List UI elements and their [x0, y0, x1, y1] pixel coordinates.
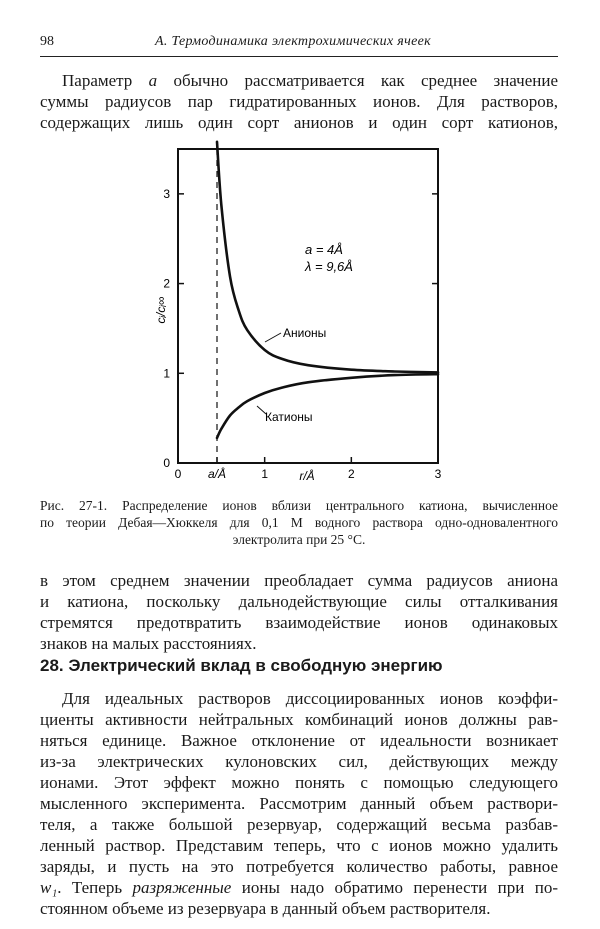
- after-line-4: знаков на малых расстояниях.: [40, 634, 257, 653]
- section-line-8: ленный раствор. Представим теперь, что с ионов можно удалить: [40, 836, 558, 855]
- symbol-a: a: [148, 71, 158, 90]
- section-line-10-part-2: ионы надо обратимо перенести при по-: [231, 878, 558, 897]
- intro-line-1-start: Параметр: [62, 71, 149, 90]
- running-title: А. Термодинамика электрохимических ячеек: [155, 34, 431, 49]
- section-line-10-part-1: . Теперь: [57, 878, 133, 897]
- caption-line-1: Рис. 27-1. Распределение ионов вблизи центрального катиона, вычисленное: [40, 498, 558, 513]
- page-header: [40, 34, 558, 56]
- anions-curve: [217, 142, 438, 373]
- x-tick-label: a/Å: [207, 467, 227, 481]
- section-line-5: ионами. Этот эффект можно понять с помощью следующего: [40, 773, 558, 792]
- emphasis-discharged: разряженные: [132, 878, 232, 897]
- y-tick-label: 3: [163, 186, 170, 201]
- x-tick-label: 1: [261, 467, 269, 481]
- caption-line-3: электролита при 25 °С.: [232, 532, 366, 547]
- intro-line-2: суммы радиусов пар гидратированных ионов. Для растворов,: [40, 92, 558, 111]
- section-line-6: мысленного эксперимента. Рассмотрим данный объем раствори-: [40, 794, 558, 813]
- intro-line-3: содержащих лишь один сорт анионов и один сорт катионов,: [40, 113, 558, 132]
- y-tick-label: 2: [163, 276, 170, 291]
- after-line-3: стремятся предотвратить взаимодействие ионов одинаковых: [40, 613, 558, 632]
- section-line-11: стоянном объеме из резервуара в данный объем растворителя.: [40, 899, 491, 918]
- page-number: 98: [40, 34, 54, 49]
- x-tick-label: 3: [434, 467, 442, 481]
- y-tick-label: 1: [163, 366, 170, 381]
- after-line-1: в этом среднем значении преобладает сумма радиусов аниона: [40, 571, 558, 590]
- section-line-10: [40, 877, 558, 898]
- intro-paragraph: [40, 70, 558, 133]
- section-heading: 28. Электрический вклад в свободную энергию: [40, 656, 443, 675]
- figure-caption: [40, 497, 558, 548]
- section-line-4: из-за электрических кулоновских сил, действующих между: [40, 752, 558, 771]
- section-line-7: теля, а также большой резервуар, содержащий весьма разбав-: [40, 815, 558, 834]
- annotation-param-lambda: λ = 9,6Å: [305, 259, 353, 274]
- series-label-anions: Анионы: [283, 326, 327, 340]
- x-tick-label: 0: [174, 467, 182, 481]
- series-label-cations: Катионы: [265, 410, 313, 424]
- after-figure-paragraph: [40, 570, 558, 654]
- symbol-w1: w₁: [40, 878, 58, 897]
- x-axis-label: r/Å: [299, 469, 315, 483]
- caption-line-2: по теории Дебая—Хюккеля для 0,1 М водного раствора одно-одновалентного: [40, 515, 558, 530]
- intro-line-1: [40, 70, 558, 91]
- section-paragraph: [40, 688, 558, 919]
- section-line-9: заряды, и пусть на это потребуется количество работы, равное: [40, 857, 558, 876]
- after-line-2: и катиона, поскольку дальнодействующие силы отталкивания: [40, 592, 558, 611]
- plot-area: [163, 142, 441, 481]
- cations-curve: [217, 374, 438, 438]
- section-line-1: Для идеальных растворов диссоциированных ионов коэффи-: [62, 689, 558, 708]
- section-line-2: циенты активности нейтральных комбинаций ионов должны рав-: [40, 710, 558, 729]
- ion-distribution-chart: [145, 140, 455, 490]
- y-axis-label: cᵢ/cᵢ∞: [154, 296, 168, 324]
- x-tick-label: 2: [347, 467, 355, 481]
- section-line-3: няться единице. Важное отклонение от идеальности возникает: [40, 731, 558, 750]
- anions-leader-line: [265, 333, 281, 342]
- intro-line-1-end: обычно рассматривается как среднее значение: [157, 71, 558, 90]
- header-rule: [40, 56, 558, 57]
- annotation-param-a: a = 4Å: [305, 242, 343, 257]
- y-tick-label: 0: [163, 456, 170, 470]
